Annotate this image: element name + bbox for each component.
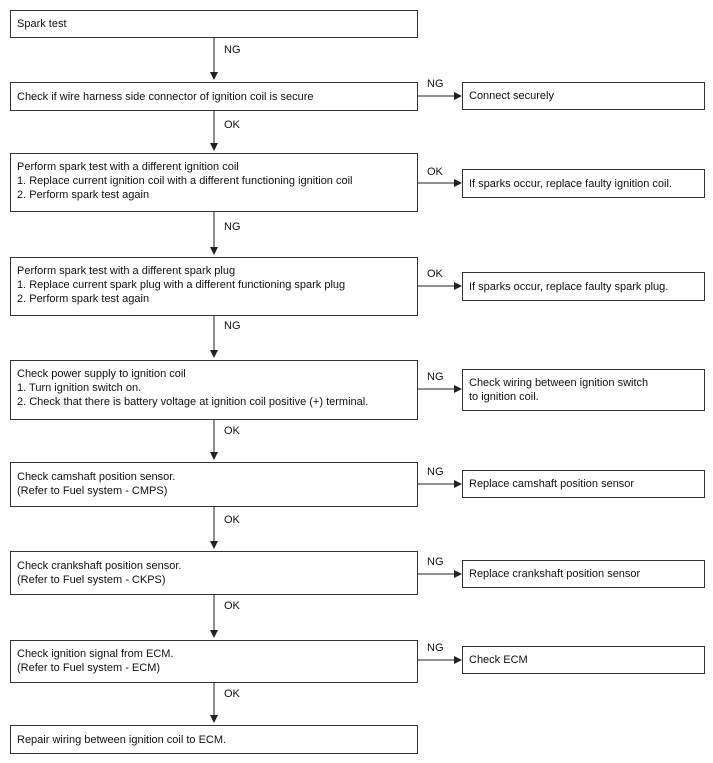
side-label: NG <box>427 78 444 90</box>
result-text: Check wiring between ignition switch <box>469 377 649 389</box>
step-box-camshaft-sensor <box>10 462 418 507</box>
step-text: (Refer to Fuel system - ECM) <box>17 662 161 674</box>
step-box-crankshaft-sensor <box>10 551 418 595</box>
result-box-connect-securely <box>462 82 705 110</box>
step-box-ecm-signal <box>10 640 418 683</box>
down-label: OK <box>224 119 240 131</box>
step-text: (Refer to Fuel system - CKPS) <box>17 574 166 586</box>
result-box-check-ecm <box>462 646 705 674</box>
result-box-replace-crankshaft <box>462 560 705 588</box>
step-box-repair-wiring <box>10 725 418 754</box>
step-text: 2. Perform spark test again <box>17 189 150 201</box>
step-box-ignition-coil-test <box>10 153 418 212</box>
down-label: OK <box>224 600 240 612</box>
step-text: 2. Perform spark test again <box>17 293 150 305</box>
down-label: OK <box>224 688 240 700</box>
step-text: Repair wiring between ignition coil to ECM. <box>17 734 227 746</box>
step-text: 2. Check that there is battery voltage at ignition coil positive (+) terminal. <box>17 396 369 408</box>
step-box-power-supply <box>10 360 418 420</box>
step-text: Perform spark test with a different spark plug <box>17 265 236 277</box>
result-text: Replace camshaft position sensor <box>469 478 635 490</box>
step-box-spark-test <box>10 10 418 38</box>
side-label: NG <box>427 556 444 568</box>
side-label: OK <box>427 166 443 178</box>
step-text: 1. Replace current ignition coil with a different functioning ignition coil <box>17 175 353 187</box>
step-box-spark-plug-test <box>10 257 418 316</box>
side-label: NG <box>427 642 444 654</box>
down-label: OK <box>224 514 240 526</box>
result-text: Connect securely <box>469 90 554 102</box>
step-text: 1. Replace current spark plug with a different functioning spark plug <box>17 279 346 291</box>
result-box-replace-plug <box>462 272 705 301</box>
step-text: Check crankshaft position sensor. <box>17 560 182 572</box>
step-text: Perform spark test with a different ignition coil <box>17 161 239 173</box>
step-text: Check camshaft position sensor. <box>17 471 176 483</box>
result-text: If sparks occur, replace faulty ignition coil. <box>469 178 672 190</box>
result-box-replace-coil <box>462 169 705 198</box>
down-label: NG <box>224 44 241 56</box>
result-text: Replace crankshaft position sensor <box>469 568 641 580</box>
side-label: OK <box>427 268 443 280</box>
side-label: NG <box>427 371 444 383</box>
step-text: 1. Turn ignition switch on. <box>17 382 142 394</box>
down-label: OK <box>224 425 240 437</box>
step-text: Check if wire harness side connector of ignition coil is secure <box>17 91 314 103</box>
step-text: Check ignition signal from ECM. <box>17 648 174 660</box>
step-text: Spark test <box>17 18 67 30</box>
step-text: (Refer to Fuel system - CMPS) <box>17 485 168 497</box>
down-label: NG <box>224 320 241 332</box>
down-label: NG <box>224 221 241 233</box>
result-text: to ignition coil. <box>469 391 539 403</box>
result-box-replace-camshaft <box>462 470 705 498</box>
result-text: If sparks occur, replace faulty spark plug. <box>469 281 669 293</box>
step-box-check-connector <box>10 82 418 111</box>
side-label: NG <box>427 466 444 478</box>
result-box-check-wiring <box>462 369 705 411</box>
result-text: Check ECM <box>469 654 528 666</box>
step-text: Check power supply to ignition coil <box>17 368 186 380</box>
